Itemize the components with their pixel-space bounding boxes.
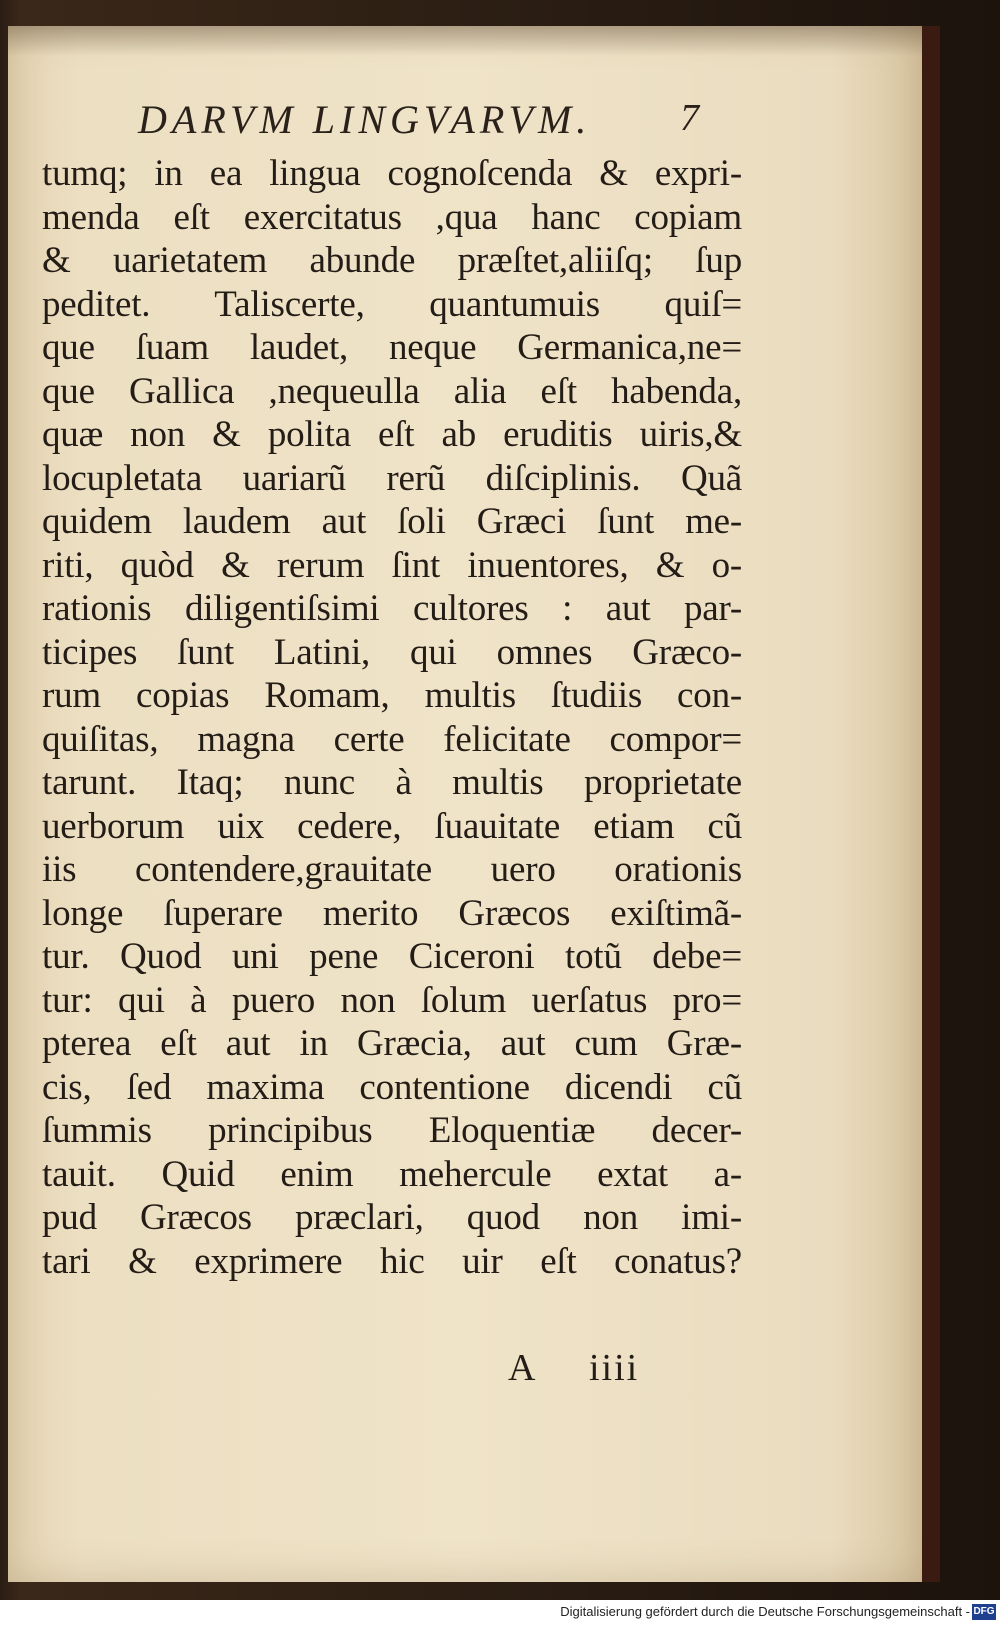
page-number: 7 — [680, 97, 699, 139]
body-text — [42, 152, 742, 1283]
text-line: & uarietatem abunde præſtet,aliiſq; ſup — [42, 240, 742, 281]
text-line: uerborum uix cedere, ſuauitate etiam cũ — [42, 805, 742, 847]
text-line: tari & exprimere hic uir eſt conatus? — [42, 1240, 742, 1282]
text-line: pterea eſt aut in Græcia, aut cum Græ- — [42, 1023, 742, 1064]
digitization-credit: Digitalisierung gefördert durch die Deutsche Forschungsgemeinschaft - — [560, 1604, 970, 1619]
text-line: tumq; in ea lingua cognoſcenda & expri- — [42, 153, 742, 194]
text-line: menda eſt exercitatus ,qua hanc copiam — [42, 196, 742, 238]
signature-letter: A — [508, 1347, 538, 1389]
text-line: quiſitas, magna certe felicitate compor= — [42, 718, 742, 760]
text-line: quidem laudem aut ſoli Græci ſunt me- — [42, 501, 742, 542]
page-shadow — [8, 26, 922, 56]
text-line: ticipes ſunt Latini, qui omnes Græco- — [42, 631, 742, 673]
text-line: quæ non & polita eſt ab eruditis uiris,& — [42, 414, 742, 455]
dfg-logo-icon: DFG — [972, 1604, 996, 1620]
text-line: cis, ſed maxima contentione dicendi cũ — [42, 1066, 742, 1108]
text-line: rationis diligentiſsimi cultores : aut par- — [42, 588, 742, 629]
text-line: pud Græcos præclari, quod non imi- — [42, 1197, 742, 1238]
text-line: tarunt. Itaq; nunc à multis proprietate — [42, 762, 742, 803]
text-line: riti, quòd & rerum ſint inuentores, & o- — [42, 544, 742, 586]
text-line: ſummis principibus Eloquentiæ decer- — [42, 1110, 742, 1151]
text-line: peditet. Taliscerte, quantumuis quiſ= — [42, 283, 742, 325]
footer-bar — [0, 1600, 1000, 1626]
text-line: longe ſuperare merito Græcos exiſtimã- — [42, 892, 742, 934]
text-line: locupletata uariarũ rerũ diſciplinis. Quã — [42, 457, 742, 499]
text-line: tur. Quod uni pene Ciceroni totũ debe= — [42, 936, 742, 977]
text-line: tauit. Quid enim mehercule extat a- — [42, 1153, 742, 1195]
book-page — [8, 26, 940, 1582]
text-line: tur: qui à puero non ſolum uerſatus pro= — [42, 979, 742, 1021]
running-title: DARVM LINGVARVM. — [138, 97, 592, 142]
text-line: iis contendere,grauitate uero orationis — [42, 849, 742, 890]
text-line: que Gallica ,nequeulla alia eſt habenda, — [42, 370, 742, 412]
signature-number: iiii — [588, 1347, 640, 1389]
text-line: que ſuam laudet, neque Germanica,ne= — [42, 327, 742, 368]
signature-mark — [508, 1346, 639, 1390]
text-line: rum copias Romam, multis ſtudiis con- — [42, 675, 742, 716]
